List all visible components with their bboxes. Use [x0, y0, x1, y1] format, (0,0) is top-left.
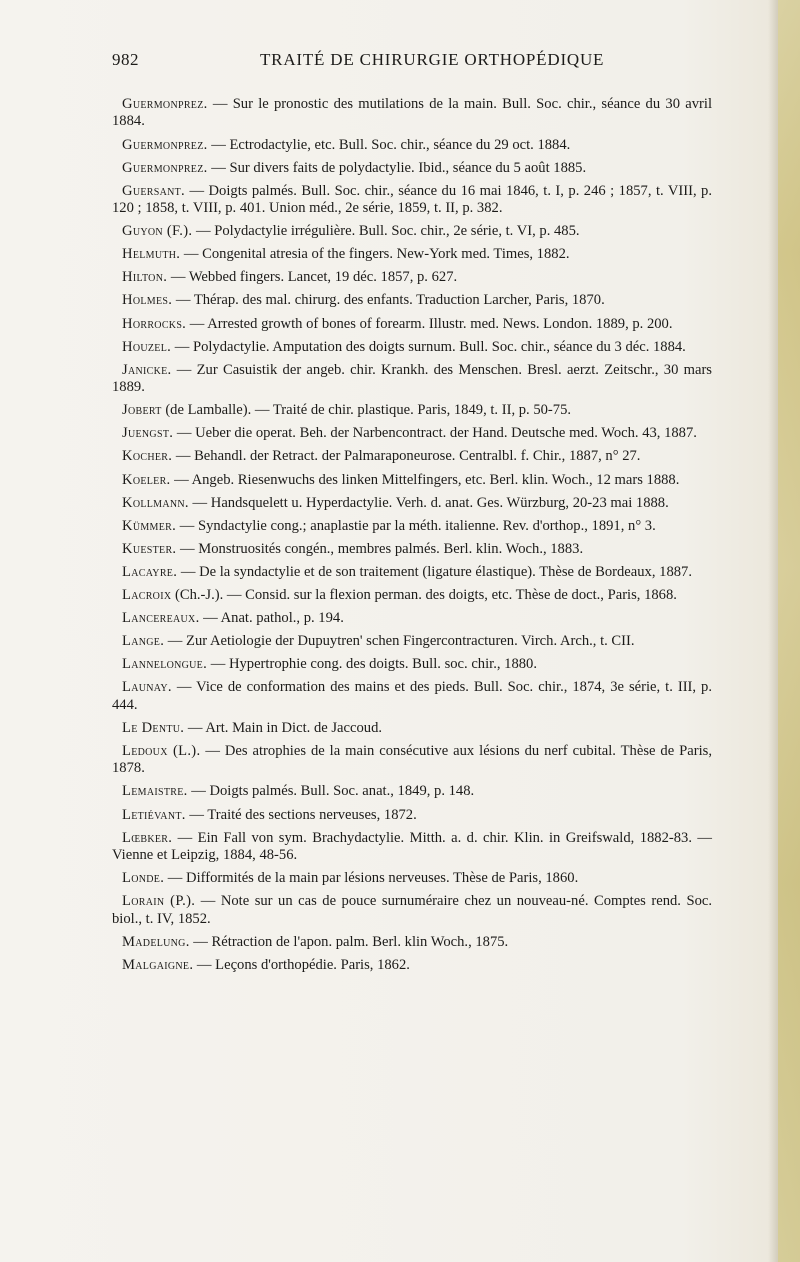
reference-text: — Ein Fall von sym. Brachydactylie. Mitth. a. d. chir. Klin. in Greifswald, 1882-83. — Vienne et Leipzig, 1884, 48-56. [112, 829, 712, 864]
reference-author: Londe. [122, 870, 165, 887]
reference-author: Jobert [122, 402, 162, 419]
reference-author: Launay. [122, 679, 172, 696]
reference-text: — Thérap. des mal. chirurg. des enfants. Traduction Larcher, Paris, 1870. [172, 292, 605, 309]
reference-entry [112, 448, 712, 465]
reference-author: Lacroix [122, 587, 172, 603]
reference-text: — Sur divers faits de polydactylie. Ibid., séance du 5 août 1885. [207, 159, 587, 176]
reference-text: — Polydactylie. Amputation des doigts surnum. Bull. Soc. chir., séance du 3 déc. 1884. [171, 338, 686, 355]
reference-author: Lange. [122, 633, 165, 650]
reference-entry [112, 807, 712, 824]
running-title: TRAITÉ DE CHIRURGIE ORTHOPÉDIQUE [260, 50, 605, 69]
reference-entry [112, 957, 712, 974]
reference-entry [112, 223, 712, 240]
reference-author: Janicke. [122, 361, 172, 378]
bibliography-list [112, 96, 712, 980]
reference-author: Letiévant. [122, 806, 186, 823]
reference-author: Le Dentu. [122, 719, 185, 736]
reference-text: — Vice de conformation des mains et des pieds. Bull. Soc. chir., 1874, 3e série, t. III, p. 444. [112, 679, 712, 713]
reference-text: — Rétraction de l'apon. palm. Berl. klin Woch., 1875. [189, 933, 509, 950]
reference-author: Kümmer. [122, 517, 177, 534]
reference-entry [112, 893, 712, 928]
reference-text: — Des atrophies de la main consécutive aux lésions du nerf cubital. Thèse de Paris, 1878. [112, 742, 712, 777]
reference-entry [112, 402, 712, 419]
reference-text: — De la syndactylie et de son traitement (ligature élastique). Thèse de Bordeaux, 1887. [177, 563, 692, 580]
reference-entry [112, 610, 712, 627]
reference-author: Madelung. [122, 933, 190, 950]
reference-text: — Arrested growth of bones of forearm. Illustr. med. News. London. 1889, p. 200. [186, 315, 673, 332]
reference-author: Holmes. [122, 292, 173, 309]
reference-author: Koeler. [122, 471, 171, 488]
reference-entry [112, 137, 712, 154]
reference-text: — Behandl. der Retract. der Palmaraponeurose. Centralbl. f. Chir., 1887, n° 27. [172, 448, 641, 465]
reference-text: — Leçons d'orthopédie. Paris, 1862. [193, 956, 410, 973]
reference-author: Ledoux (L.). [122, 742, 201, 759]
reference-author: Lœbker. [122, 829, 173, 846]
reference-text: — Zur Aetiologie der Dupuytren' schen Fingercontracturen. Virch. Arch., t. CII. [164, 633, 635, 650]
reference-text: (de Lamballe). — Traité de chir. plastique. Paris, 1849, t. II, p. 50-75. [161, 402, 572, 419]
reference-entry [112, 183, 712, 218]
reference-author: Lorain (P.). [122, 893, 196, 910]
reference-entry [112, 633, 712, 650]
page-header [112, 50, 712, 76]
reference-text: — Hypertrophie cong. des doigts. Bull. soc. chir., 1880. [207, 656, 537, 673]
reference-author: Kollmann. [122, 494, 189, 511]
reference-text: — Angeb. Riesenwuchs des linken Mittelfingers, etc. Berl. klin. Woch., 12 mars 1888. [170, 471, 680, 488]
reference-text: — Art. Main in Dict. de Jaccoud. [184, 719, 383, 736]
reference-text: — Zur Casuistik der angeb. chir. Krankh. des Menschen. Bresl. aerzt. Zeitschr., 30 mars 1889. [112, 361, 712, 396]
reference-entry [112, 495, 712, 512]
reference-entry [112, 160, 712, 177]
reference-author: Houzel. [122, 338, 172, 355]
reference-entry [112, 934, 712, 951]
reference-entry [112, 541, 712, 558]
reference-text: (Ch.-J.). — Consid. sur la flexion perman. des doigts, etc. Thèse de doct., Paris, 1868. [171, 587, 677, 603]
reference-entry [112, 425, 712, 442]
reference-author: Guermonprez. [122, 96, 208, 112]
reference-entry [112, 269, 712, 286]
reference-entry [112, 246, 712, 263]
reference-author: Kocher. [122, 448, 173, 465]
reference-author: Juengst. [122, 425, 174, 442]
reference-author: Guermonprez. [122, 159, 208, 176]
reference-text: — Sur le pronostic des mutilations de la main. Bull. Soc. chir., séance du 30 avril 1884. [112, 96, 712, 130]
reference-author: Lancereaux. [122, 610, 200, 627]
reference-entry [112, 518, 712, 535]
reference-entry [112, 96, 712, 131]
reference-author: Lannelongue. [122, 656, 208, 673]
reference-text: — Doigts palmés. Bull. Soc. anat., 1849, p. 148. [187, 783, 475, 800]
reference-text: — Doigts palmés. Bull. Soc. chir., séance du 16 mai 1846, t. I, p. 246 ; 1857, t. VIII, p. 120 ; 1858, t. VIII, p. 401. Union méd., 2e série, 1859, t. II, p. 382. [112, 182, 712, 217]
reference-entry [112, 870, 712, 887]
reference-author: Malgaigne. [122, 956, 194, 973]
reference-entry [112, 587, 712, 604]
reference-entry [112, 292, 712, 309]
reference-entry [112, 656, 712, 673]
reference-author: Kuester. [122, 540, 177, 557]
reference-entry [112, 720, 712, 737]
reference-entry [112, 830, 712, 865]
reference-entry [112, 743, 712, 778]
reference-text: — Handsquelett u. Hyperdactylie. Verh. d. anat. Ges. Würzburg, 20-23 mai 1888. [188, 494, 669, 511]
reference-text: — Difformités de la main par lésions nerveuses. Thèse de Paris, 1860. [164, 870, 579, 887]
reference-author: Lemaistre. [122, 783, 188, 800]
reference-author: Hilton. [122, 269, 168, 286]
reference-author: Helmuth. [122, 246, 181, 263]
reference-author: Guersant. [122, 182, 186, 199]
reference-entry [112, 472, 712, 489]
reference-text: — Webbed fingers. Lancet, 19 déc. 1857, p. 627. [167, 269, 458, 286]
reference-text: — Congenital atresia of the fingers. New-York med. Times, 1882. [180, 246, 570, 263]
reference-author: Guermonprez. [122, 136, 208, 153]
page-edge [778, 0, 800, 1262]
reference-text: — Syndactylie cong.; anaplastie par la méth. italienne. Rev. d'orthop., 1891, n° 3. [176, 517, 656, 534]
reference-text: — Ectrodactylie, etc. Bull. Soc. chir., séance du 29 oct. 1884. [207, 136, 571, 153]
reference-entry [112, 339, 712, 356]
reference-entry [112, 316, 712, 333]
reference-entry [112, 679, 712, 714]
reference-text: — Note sur un cas de pouce surnuméraire chez un nouveau-né. Comptes rend. Soc. biol., t. IV, 1852. [112, 893, 712, 927]
reference-entry [112, 362, 712, 397]
reference-entry [112, 783, 712, 800]
page-edge-shadow [768, 0, 778, 1262]
page-number: 982 [112, 50, 139, 69]
reference-author: Lacayre. [122, 563, 178, 580]
reference-author: Guyon (F.). [122, 223, 193, 240]
reference-text: — Traité des sections nerveuses, 1872. [185, 806, 417, 823]
reference-author: Horrocks. [122, 315, 187, 332]
reference-text: — Polydactylie irrégulière. Bull. Soc. chir., 2e série, t. VI, p. 485. [192, 223, 580, 240]
reference-text: — Monstruosités congén., membres palmés. Berl. klin. Woch., 1883. [176, 540, 584, 557]
reference-text: — Ueber die operat. Beh. der Narbencontract. der Hand. Deutsche med. Woch. 43, 1887. [173, 425, 697, 442]
reference-entry [112, 564, 712, 581]
reference-text: — Anat. pathol., p. 194. [199, 610, 344, 627]
